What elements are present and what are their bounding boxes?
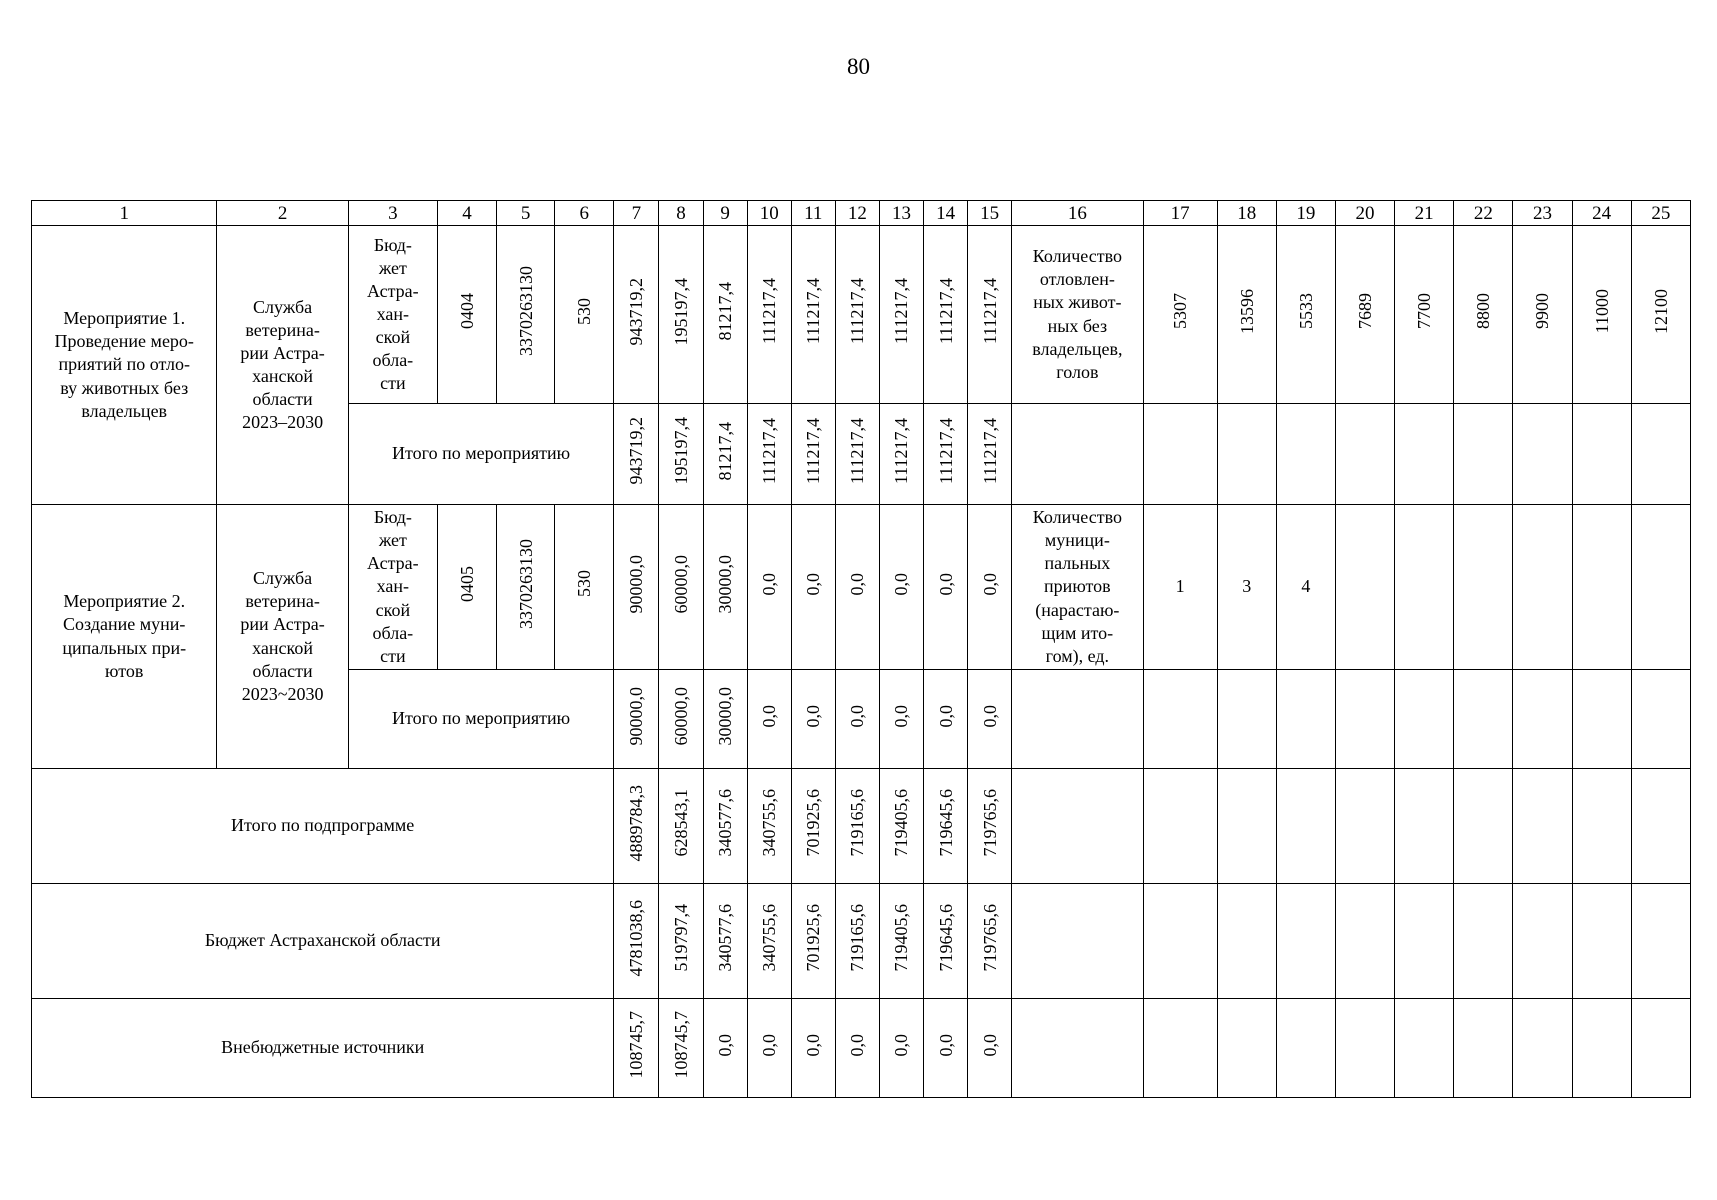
activity-2-row bbox=[32, 505, 1691, 670]
activity-1-total-amount: 111217,4 bbox=[891, 417, 912, 485]
empty-cell bbox=[1143, 670, 1217, 769]
activity-1-amount: 81217,4 bbox=[715, 282, 736, 341]
column-number: 24 bbox=[1572, 201, 1631, 226]
activity-2-section-code: 0405 bbox=[457, 565, 478, 602]
subprogram-table bbox=[31, 200, 1691, 1098]
subprogram-total-amount: 719405,6 bbox=[891, 789, 912, 857]
activity-2-amount: 0,0 bbox=[891, 572, 912, 596]
column-number: 25 bbox=[1631, 201, 1690, 226]
activity-2-amount: 30000,0 bbox=[715, 554, 736, 614]
empty-cell bbox=[1012, 404, 1143, 505]
activity-1-indicator-value: 13596 bbox=[1236, 288, 1257, 334]
activity-1-indicator-value: 7689 bbox=[1355, 293, 1376, 330]
empty-cell bbox=[1012, 670, 1143, 769]
activity-1-indicator-value: 7700 bbox=[1414, 293, 1435, 330]
activity-2-amount: 90000,0 bbox=[626, 554, 647, 614]
empty-cell bbox=[1572, 404, 1631, 505]
activity-2-amount: 0,0 bbox=[759, 572, 780, 596]
column-number: 6 bbox=[555, 201, 614, 226]
empty-cell bbox=[1513, 670, 1572, 769]
subprogram-total-amount: 719765,6 bbox=[979, 789, 1000, 857]
activity-1-total-amount: 943719,2 bbox=[626, 417, 647, 485]
activity-2-executor: Служба ветерина- рии Астра- ханской области 2023~2030 bbox=[240, 568, 325, 704]
empty-cell bbox=[1572, 505, 1631, 670]
subprogram-total-amount: 4889784,3 bbox=[626, 784, 647, 862]
empty-cell bbox=[1395, 670, 1454, 769]
regional-budget-amount: 719765,6 bbox=[979, 904, 1000, 972]
activity-2-amount: 0,0 bbox=[847, 572, 868, 596]
activity-1-section-code: 0404 bbox=[457, 293, 478, 330]
column-number: 8 bbox=[659, 201, 703, 226]
activity-2-total-amount: 0,0 bbox=[979, 704, 1000, 728]
activity-1-amount: 111217,4 bbox=[891, 278, 912, 345]
empty-cell bbox=[1276, 670, 1335, 769]
regional-budget-amount: 719645,6 bbox=[935, 904, 956, 972]
empty-cell bbox=[1335, 670, 1394, 769]
column-number: 11 bbox=[791, 201, 835, 226]
column-number: 20 bbox=[1335, 201, 1394, 226]
column-number-row bbox=[32, 201, 1691, 226]
empty-cell bbox=[1454, 999, 1513, 1098]
activity-1-row bbox=[32, 226, 1691, 404]
empty-cell bbox=[1276, 769, 1335, 884]
activity-1-funding-source: Бюд- жет Астра- хан- ской обла- сти bbox=[367, 234, 419, 394]
activity-1-indicator-value: 5307 bbox=[1170, 293, 1191, 330]
extrabudgetary-amount: 0,0 bbox=[891, 1033, 912, 1057]
activity-1-total-amount: 111217,4 bbox=[979, 417, 1000, 485]
column-number: 5 bbox=[497, 201, 555, 226]
empty-cell bbox=[1217, 884, 1276, 999]
column-number: 10 bbox=[747, 201, 791, 226]
activity-2-total-amount: 30000,0 bbox=[715, 686, 736, 746]
column-number: 1 bbox=[32, 201, 217, 226]
empty-cell bbox=[1276, 404, 1335, 505]
extrabudgetary-amount: 0,0 bbox=[935, 1033, 956, 1057]
empty-cell bbox=[1454, 404, 1513, 505]
activity-2-indicator-value: 3 bbox=[1217, 505, 1276, 670]
activity-2-total-amount: 0,0 bbox=[803, 704, 824, 728]
activity-2-amount: 0,0 bbox=[979, 572, 1000, 596]
column-number: 13 bbox=[879, 201, 923, 226]
activity-1-indicator-value: 5533 bbox=[1295, 293, 1316, 330]
activity-2-target-code: 3370263130 bbox=[515, 538, 536, 629]
empty-cell bbox=[1012, 999, 1143, 1098]
activity-1-total-amount: 111217,4 bbox=[759, 417, 780, 485]
extrabudgetary-amount: 108745,7 bbox=[626, 1011, 647, 1079]
column-number: 7 bbox=[614, 201, 659, 226]
subprogram-total-amount: 340577,6 bbox=[715, 789, 736, 857]
empty-cell bbox=[1395, 999, 1454, 1098]
regional-budget-amount: 4781038,6 bbox=[626, 899, 647, 977]
activity-1-total-amount: 111217,4 bbox=[847, 417, 868, 485]
activity-1-indicator-value: 9900 bbox=[1532, 293, 1553, 330]
extrabudgetary-amount: 0,0 bbox=[715, 1033, 736, 1057]
activity-2-amount: 60000,0 bbox=[671, 554, 691, 614]
activity-2-total-amount: 90000,0 bbox=[626, 686, 647, 746]
column-number: 9 bbox=[703, 201, 747, 226]
column-number: 2 bbox=[217, 201, 348, 226]
regional-budget-amount: 701925,6 bbox=[803, 904, 824, 972]
activity-2-total-amount: 60000,0 bbox=[671, 686, 691, 746]
activity-1-total-amount: 111217,4 bbox=[935, 417, 956, 485]
empty-cell bbox=[1631, 505, 1690, 670]
activity-2-indicator-value: 1 bbox=[1143, 505, 1217, 670]
activity-1-amount: 111217,4 bbox=[847, 278, 868, 345]
activity-2-total-amount: 0,0 bbox=[935, 704, 956, 728]
regional-budget-row bbox=[32, 884, 1691, 999]
empty-cell bbox=[1335, 505, 1394, 670]
column-number: 4 bbox=[437, 201, 496, 226]
column-number: 22 bbox=[1454, 201, 1513, 226]
empty-cell bbox=[1012, 769, 1143, 884]
extrabudgetary-amount: 0,0 bbox=[979, 1033, 1000, 1057]
subprogram-total-amount: 701925,6 bbox=[803, 789, 824, 857]
empty-cell bbox=[1572, 769, 1631, 884]
column-number: 16 bbox=[1012, 201, 1143, 226]
activity-1-name: Мероприятие 1. Проведение меро- приятий по отло- ву животных без владельцев bbox=[54, 308, 194, 421]
activity-2-funding-source: Бюд- жет Астра- хан- ской обла- сти bbox=[367, 507, 419, 666]
subprogram-total-label: Итого по подпрограмме bbox=[32, 769, 614, 884]
empty-cell bbox=[1395, 884, 1454, 999]
activity-1-indicator-value: 8800 bbox=[1473, 293, 1494, 330]
empty-cell bbox=[1513, 999, 1572, 1098]
empty-cell bbox=[1217, 769, 1276, 884]
extrabudgetary-amount: 0,0 bbox=[847, 1033, 868, 1057]
empty-cell bbox=[1454, 505, 1513, 670]
activity-2-name: Мероприятие 2. Создание муни- ципальных при- ютов bbox=[62, 591, 187, 681]
empty-cell bbox=[1217, 999, 1276, 1098]
empty-cell bbox=[1395, 769, 1454, 884]
column-number: 17 bbox=[1143, 201, 1217, 226]
empty-cell bbox=[1631, 884, 1690, 999]
activity-2-total-amount: 0,0 bbox=[759, 704, 780, 728]
empty-cell bbox=[1335, 884, 1394, 999]
activity-2-total-amount: 0,0 bbox=[847, 704, 868, 728]
activity-1-total-amount: 111217,4 bbox=[803, 417, 824, 485]
activity-1-expense-code: 530 bbox=[574, 297, 595, 325]
column-number: 19 bbox=[1276, 201, 1335, 226]
empty-cell bbox=[1143, 884, 1217, 999]
subprogram-total-amount: 719645,6 bbox=[935, 789, 956, 857]
subprogram-total-row bbox=[32, 769, 1691, 884]
activity-1-executor: Служба ветерина- рии Астра- ханской области 2023–2030 bbox=[240, 296, 325, 433]
activity-1-total-amount: 81217,4 bbox=[715, 421, 736, 481]
column-number: 15 bbox=[968, 201, 1012, 226]
activity-1-amount: 195197,4 bbox=[671, 277, 691, 346]
empty-cell bbox=[1335, 769, 1394, 884]
empty-cell bbox=[1513, 404, 1572, 505]
empty-cell bbox=[1631, 999, 1690, 1098]
activity-1-total-label: Итого по мероприятию bbox=[348, 404, 614, 505]
column-number: 18 bbox=[1217, 201, 1276, 226]
empty-cell bbox=[1454, 670, 1513, 769]
activity-1-amount: 111217,4 bbox=[935, 278, 956, 345]
activity-2-amount: 0,0 bbox=[935, 572, 956, 596]
extrabudgetary-row bbox=[32, 999, 1691, 1098]
activity-1-amount: 111217,4 bbox=[979, 278, 1000, 345]
activity-1-indicator: Количество отловлен- ных живот- ных без владельцев, голов bbox=[1032, 246, 1123, 382]
activity-1-indicator-value: 12100 bbox=[1650, 288, 1671, 334]
empty-cell bbox=[1513, 505, 1572, 670]
empty-cell bbox=[1143, 999, 1217, 1098]
empty-cell bbox=[1631, 404, 1690, 505]
empty-cell bbox=[1276, 884, 1335, 999]
extrabudgetary-amount: 0,0 bbox=[803, 1033, 824, 1057]
empty-cell bbox=[1143, 769, 1217, 884]
activity-1-amount: 111217,4 bbox=[759, 278, 780, 345]
empty-cell bbox=[1513, 884, 1572, 999]
empty-cell bbox=[1513, 769, 1572, 884]
empty-cell bbox=[1572, 999, 1631, 1098]
regional-budget-amount: 719165,6 bbox=[847, 904, 868, 972]
empty-cell bbox=[1572, 884, 1631, 999]
column-number: 14 bbox=[924, 201, 968, 226]
activity-1-total-amount: 195197,4 bbox=[671, 417, 691, 485]
activity-2-amount: 0,0 bbox=[803, 572, 824, 596]
empty-cell bbox=[1217, 404, 1276, 505]
regional-budget-amount: 519797,4 bbox=[671, 904, 691, 972]
empty-cell bbox=[1454, 884, 1513, 999]
subprogram-total-amount: 628543,1 bbox=[671, 789, 691, 857]
regional-budget-label: Бюджет Астраханской области bbox=[32, 884, 614, 999]
extrabudgetary-amount: 0,0 bbox=[759, 1033, 780, 1057]
empty-cell bbox=[1454, 769, 1513, 884]
page-number: 80 bbox=[847, 54, 870, 79]
empty-cell bbox=[1217, 670, 1276, 769]
empty-cell bbox=[1395, 404, 1454, 505]
regional-budget-amount: 340577,6 bbox=[715, 904, 736, 972]
column-number: 23 bbox=[1513, 201, 1572, 226]
empty-cell bbox=[1572, 670, 1631, 769]
regional-budget-amount: 340755,6 bbox=[759, 904, 780, 972]
empty-cell bbox=[1012, 884, 1143, 999]
column-number: 12 bbox=[835, 201, 879, 226]
extrabudgetary-label: Внебюджетные источники bbox=[32, 999, 614, 1098]
regional-budget-amount: 719405,6 bbox=[891, 904, 912, 972]
extrabudgetary-amount: 108745,7 bbox=[671, 1011, 691, 1079]
activity-1-indicator-value: 11000 bbox=[1591, 289, 1612, 334]
subprogram-total-amount: 340755,6 bbox=[759, 789, 780, 857]
activity-2-expense-code: 530 bbox=[574, 570, 595, 598]
empty-cell bbox=[1335, 404, 1394, 505]
activity-2-total-amount: 0,0 bbox=[891, 704, 912, 728]
empty-cell bbox=[1631, 769, 1690, 884]
activity-1-target-code: 3370263130 bbox=[515, 266, 536, 357]
activity-2-indicator-value: 4 bbox=[1276, 505, 1335, 670]
activity-1-amount: 943719,2 bbox=[626, 277, 647, 346]
empty-cell bbox=[1335, 999, 1394, 1098]
activity-2-total-label: Итого по мероприятию bbox=[348, 670, 614, 769]
subprogram-total-amount: 719165,6 bbox=[847, 789, 868, 857]
column-number: 3 bbox=[348, 201, 437, 226]
empty-cell bbox=[1395, 505, 1454, 670]
column-number: 21 bbox=[1395, 201, 1454, 226]
activity-2-indicator: Количество муници- пальных приютов (нарастаю- щим ито- гом), ед. bbox=[1032, 507, 1122, 666]
empty-cell bbox=[1143, 404, 1217, 505]
empty-cell bbox=[1276, 999, 1335, 1098]
activity-1-amount: 111217,4 bbox=[803, 278, 824, 345]
empty-cell bbox=[1631, 670, 1690, 769]
